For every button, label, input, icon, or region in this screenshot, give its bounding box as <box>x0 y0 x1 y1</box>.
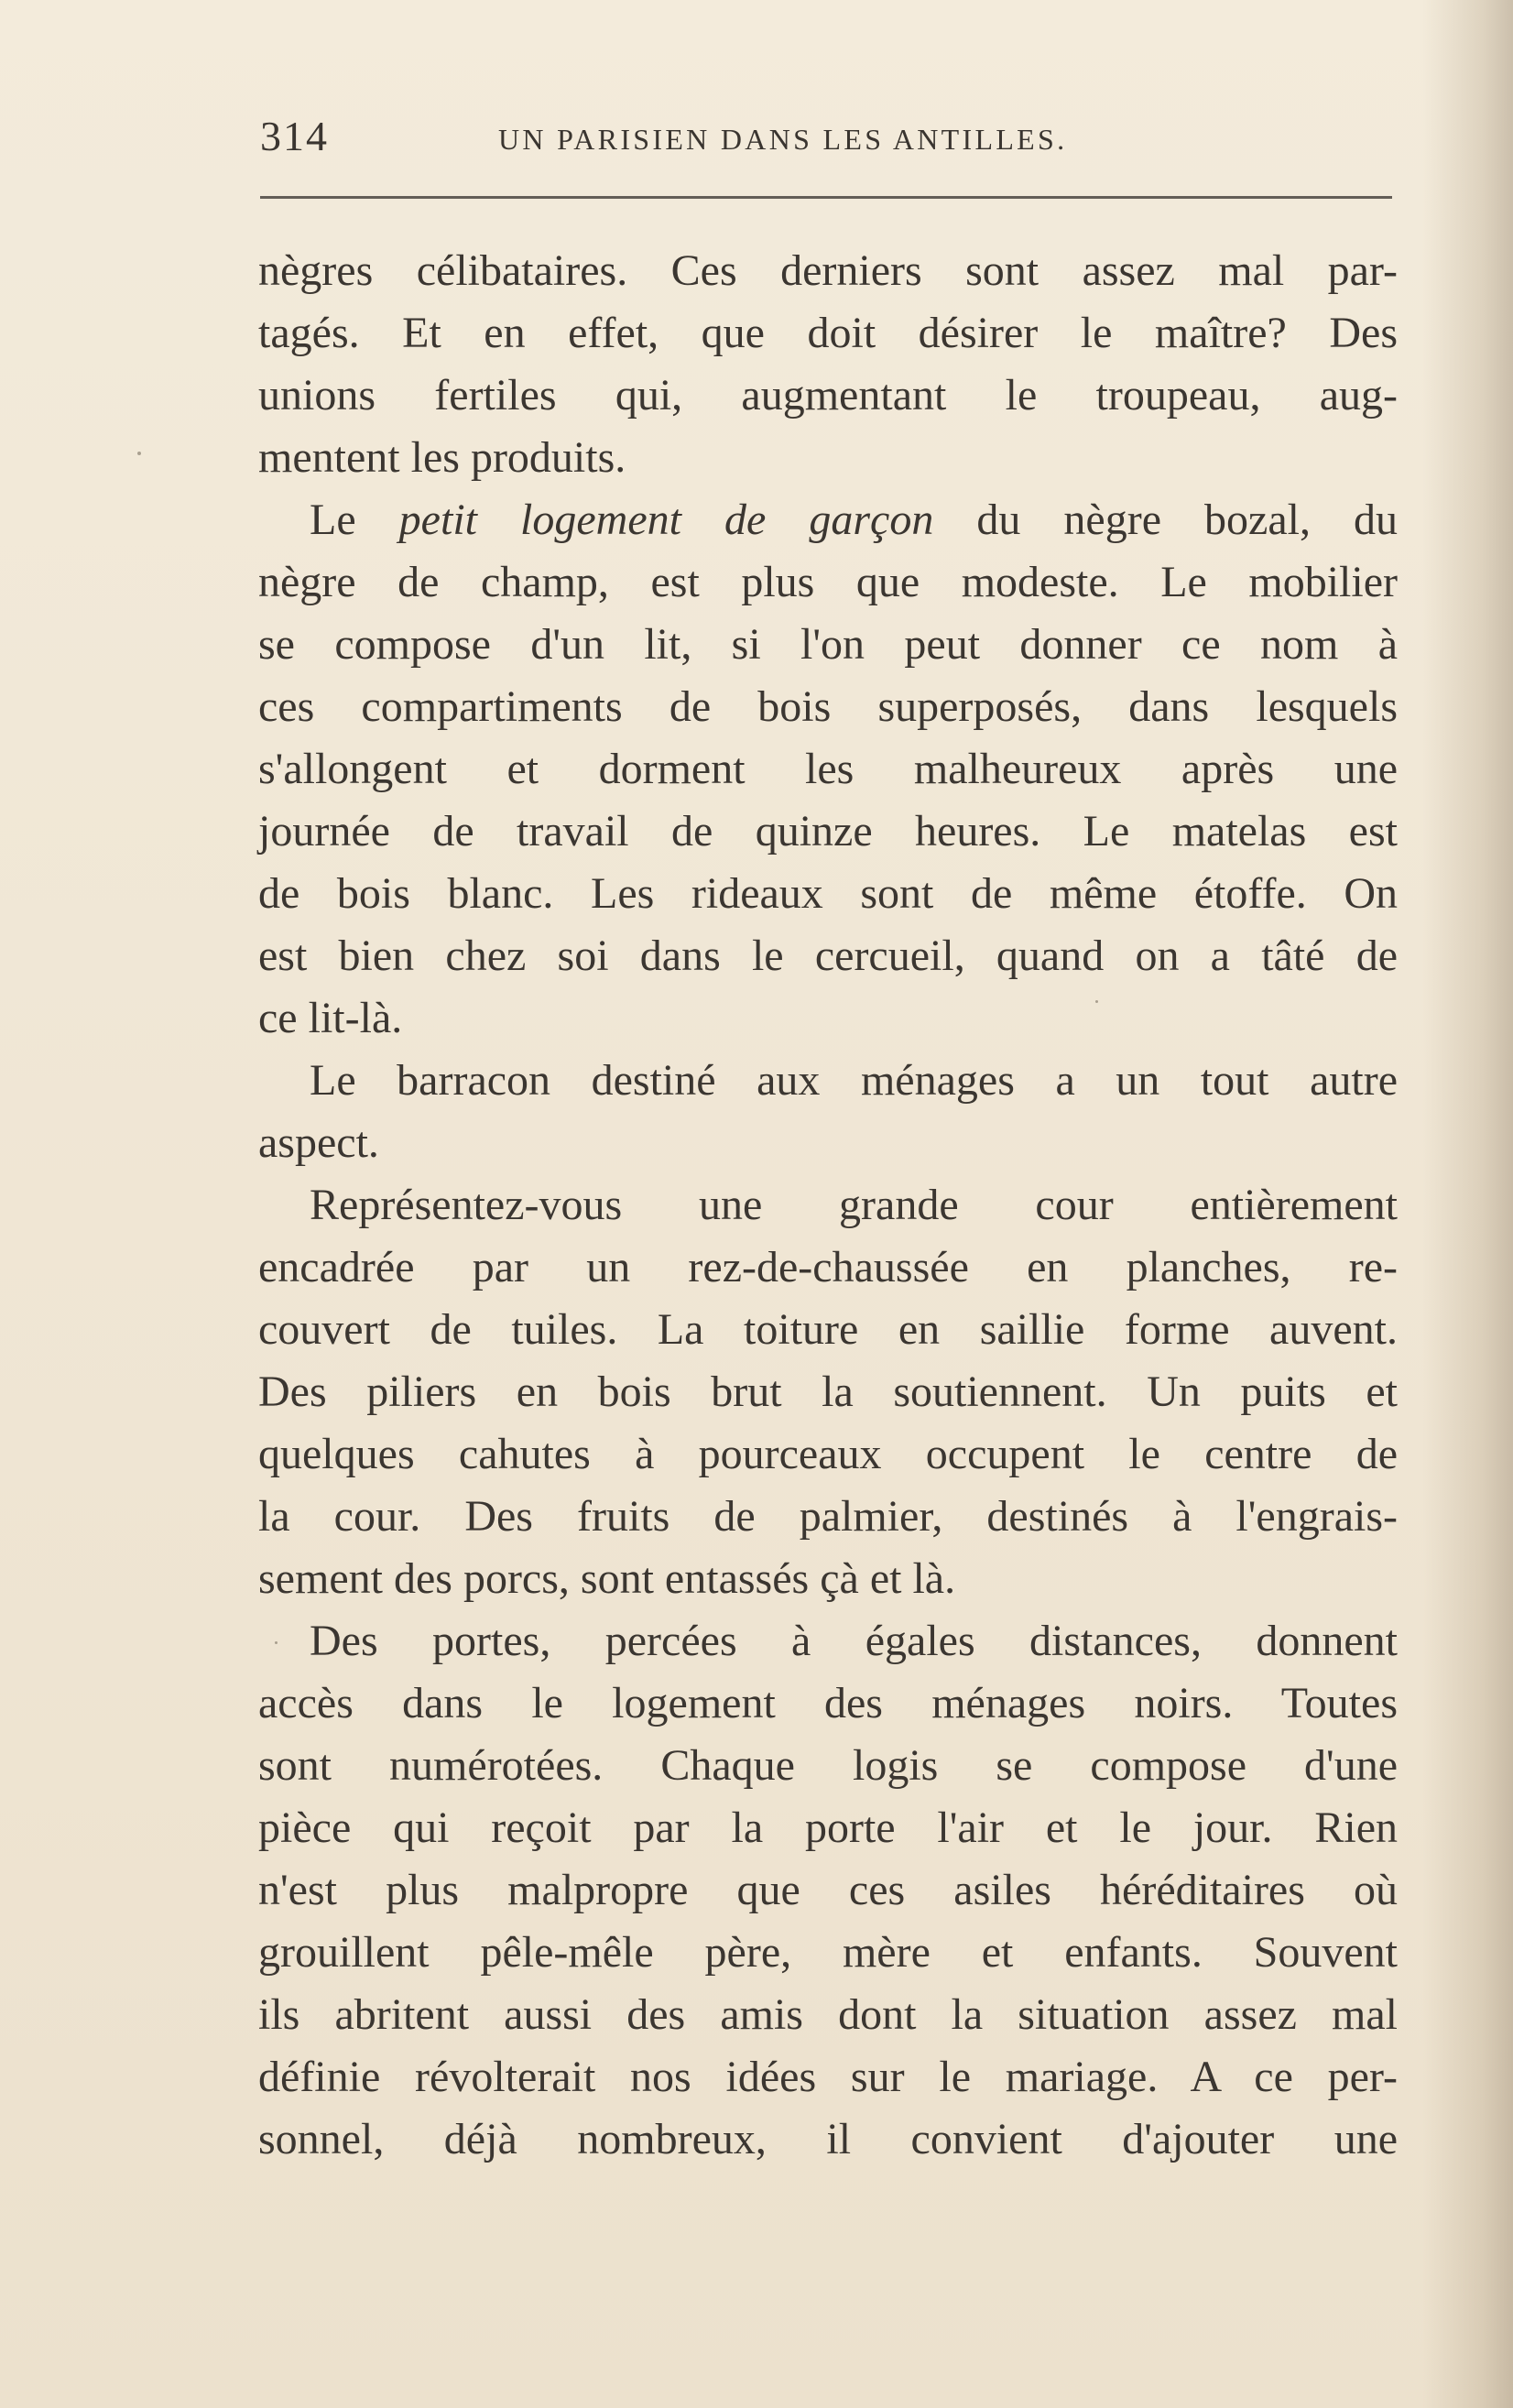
text-line: aspect. <box>258 1118 379 1167</box>
line-segment: du nègre bozal, du <box>933 496 1399 544</box>
text-line: s'allongent et dorment les malheureux après une <box>258 745 1398 793</box>
text-line: ils abritent aussi des amis dont la situation assez mal <box>258 1990 1398 2039</box>
text-line: nègres célibataires. Ces derniers sont assez mal par- <box>258 246 1398 295</box>
text-line: tagés. Et en effet, que doit désirer le maître? Des <box>258 309 1398 357</box>
text-line: Représentez-vous une grande cour entièrement <box>310 1181 1398 1229</box>
text-line: Des portes, percées à égales distances, donnent <box>310 1617 1398 1665</box>
text-line: ce lit-là. <box>258 994 403 1042</box>
text-line: mentent les produits. <box>258 433 626 482</box>
text-line: de bois blanc. Les rideaux sont de même étoffe. On <box>258 869 1398 918</box>
header-rule <box>260 196 1392 199</box>
text-line: pièce qui reçoit par la porte l'air et le jour. Rien <box>258 1803 1398 1852</box>
text-line: la cour. Des fruits de palmier, destinés à l'engrais- <box>258 1492 1398 1541</box>
page-number: 314 <box>260 113 329 159</box>
text-line: est bien chez soi dans le cercueil, quand on a tâté de <box>258 932 1398 980</box>
text-line: sement des porcs, sont entassés çà et là. <box>258 1554 956 1603</box>
text-line: couvert de tuiles. La toiture en saillie forme auvent. <box>258 1305 1398 1354</box>
text-line: ces compartiments de bois superposés, dans lesquels <box>258 682 1398 731</box>
paper-speck <box>275 1641 278 1644</box>
text-line: encadrée par un rez-de-chaussée en planches, re- <box>258 1243 1398 1291</box>
text-line: quelques cahutes à pourceaux occupent le centre de <box>258 1430 1398 1478</box>
text-line: journée de travail de quinze heures. Le matelas est <box>258 807 1398 855</box>
text-line: Le barracon destiné aux ménages a un tout autre <box>310 1056 1398 1105</box>
paper-speck <box>137 452 141 455</box>
text-line: n'est plus malpropre que ces asiles héréditaires où <box>258 1866 1398 1914</box>
running-title: UN PARISIEN DANS LES ANTILLES. <box>498 123 1068 156</box>
line-segment: Le <box>310 496 399 544</box>
italic-phrase: petit logement de garçon <box>398 496 934 544</box>
body-text <box>258 240 1398 2171</box>
page-header <box>260 112 1396 167</box>
text-line: accès dans le logement des ménages noirs. Toutes <box>258 1679 1398 1727</box>
text-line: définie révolterait nos idées sur le mariage. A ce per- <box>258 2053 1398 2101</box>
text-line: sont numérotées. Chaque logis se compose d'une <box>258 1741 1398 1790</box>
text-line: unions fertiles qui, augmentant le troupeau, aug- <box>258 371 1398 419</box>
text-line: grouillent pêle-mêle père, mère et enfants. Souvent <box>258 1928 1398 1977</box>
text-line: se compose d'un lit, si l'on peut donner ce nom à <box>258 620 1398 669</box>
text-line: nègre de champ, est plus que modeste. Le mobilier <box>258 558 1398 606</box>
text-line: sonnel, déjà nombreux, il convient d'ajouter une <box>258 2115 1398 2163</box>
text-line-with-italic <box>258 489 1398 551</box>
paper-speck <box>1095 1000 1098 1003</box>
text-line: Des piliers en bois brut la soutiennent. Un puits et <box>258 1367 1398 1416</box>
